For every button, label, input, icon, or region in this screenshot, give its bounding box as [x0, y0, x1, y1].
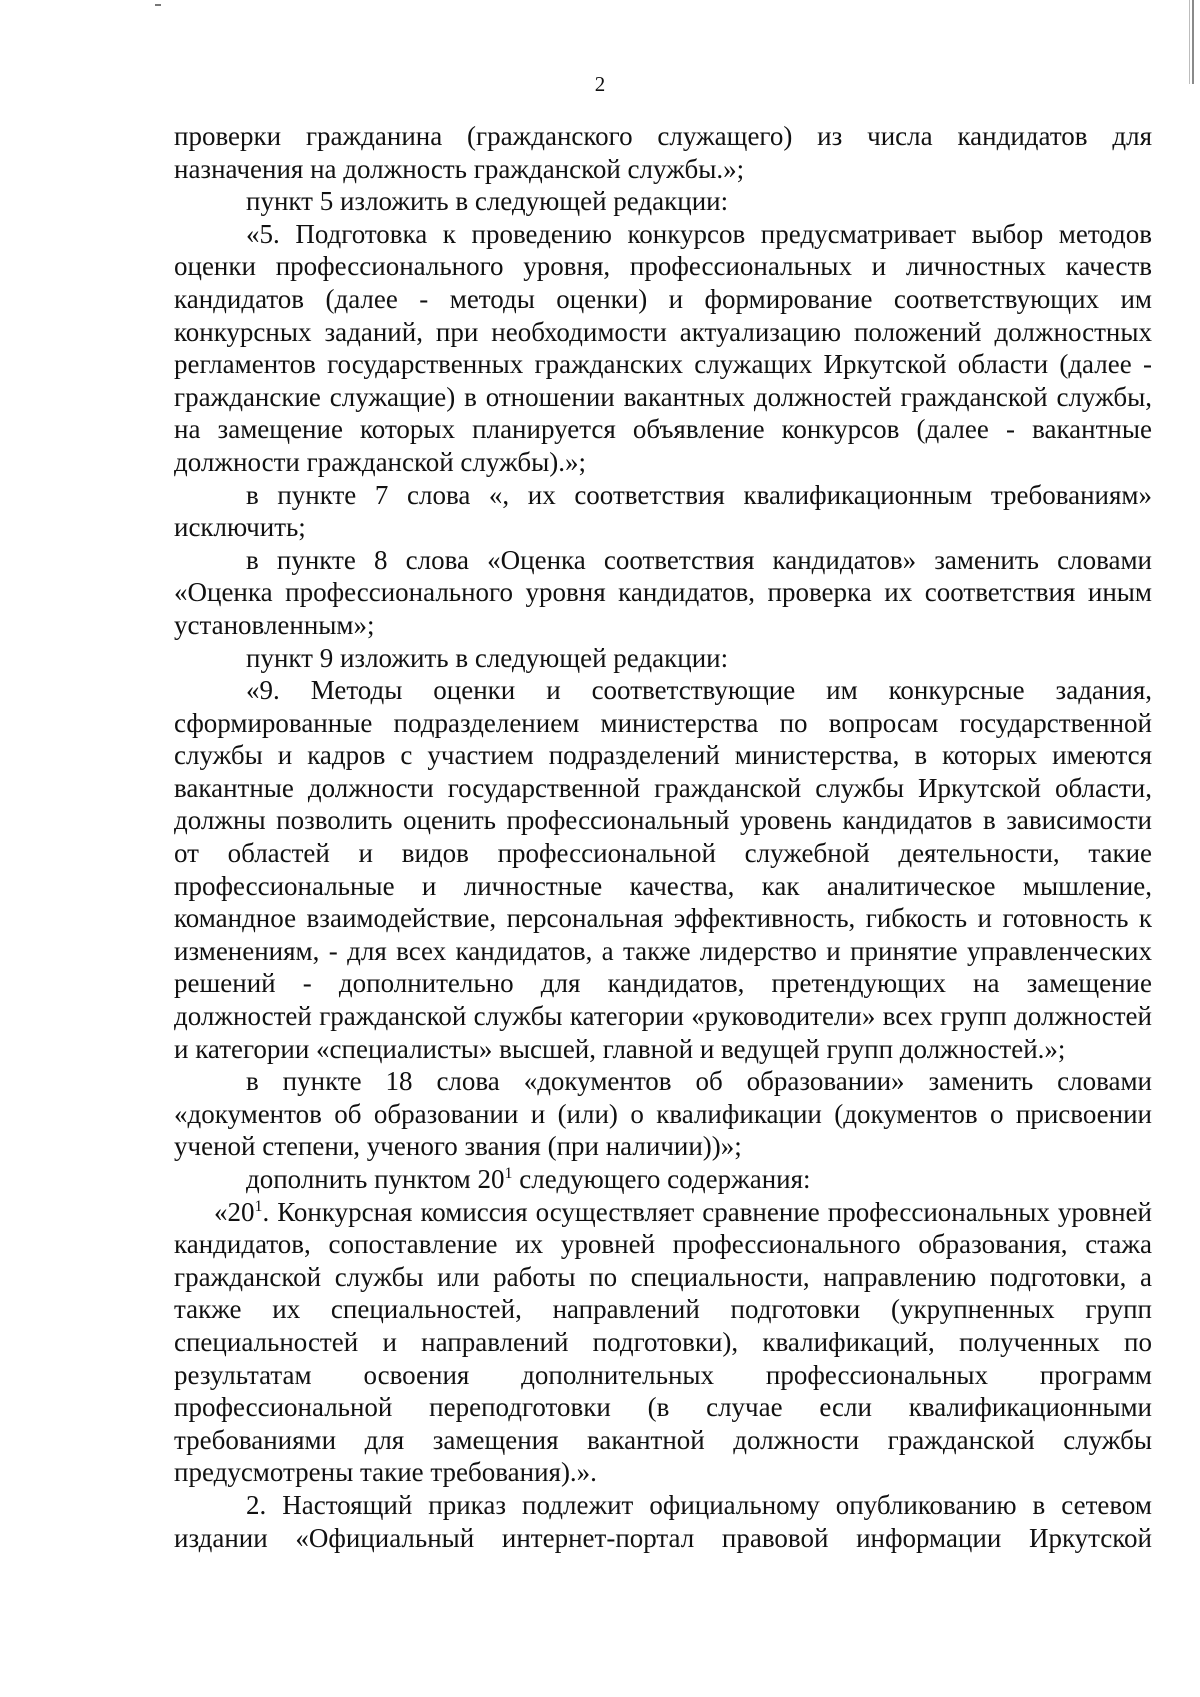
item20-text-before: «20	[214, 1196, 255, 1227]
paragraph-item20-text	[174, 1196, 1152, 1489]
item20-intro-after: следующего содержания:	[512, 1164, 811, 1194]
page-number: 2	[594, 72, 606, 96]
paragraph-continuation: проверки гражданина (гражданского служащего) из числа кандидатов для назначения на должность гражданской службы.»;	[174, 121, 1152, 184]
paragraph-item7: в пункте 7 слова «, их соответствия квалификационным требованиям» исключить;	[174, 479, 1152, 543]
document-body	[174, 120, 1152, 1554]
paragraph-item5-intro: пункт 5 изложить в следующей редакции:	[246, 186, 729, 217]
paragraph-item5-text: «5. Подготовка к проведению конкурсов предусматривает выбор методов оценки профессионального уровня, профессиональных и личностных качеств кандидатов (далее - методы оценки) и формирование соответствующих им конкурсных заданий, при необходимости актуализацию положений должностных регламентов государственных гражданских служащих Иркутской области (далее - гражданские служащие) в отношении вакантных должностей гражданской службы, на замещение которых планируется объявление конкурсов (далее - вакантные должности гражданской службы).»;	[174, 218, 1152, 477]
item20-text-after: . Конкурсная комиссия осуществляет сравнение профессиональных уровней кандидатов, сопоставление их уровней профессионального образования, стажа гражданской службы или работы по специальности, направлению подготовки, а также их специальностей, направлений подготовки (укрупненных групп специальностей и направлений подготовки), квалификаций, полученных по результатам освоения дополнительных профессиональных программ профессиональной переподготовки (в случае если квалификационными требованиями для замещения вакантной должности гражданской службы предусмотрены такие требования).».	[174, 1196, 1152, 1488]
paragraph-item9-text: «9. Методы оценки и соответствующие им конкурсные задания, сформированные подразделением министерства по вопросам государственной службы и кадров с участием подразделений министерства, в которых имеются вакантные должности государственной гражданской службы Иркутской области, должны позволить оценить профессиональный уровень кандидатов в зависимости от областей и видов профессиональной служебной деятельности, такие профессиональные и личностные качества, как аналитическое мышление, командное взаимодействие, персональная эффективность, гибкость и готовность к изменениям, - для всех кандидатов, а также лидерство и принятие управленческих решений - дополнительно для кандидатов, претендующих на замещение должностей гражданской службы категории «руководители» всех групп должностей и категории «специалисты» высшей, главной и ведущей групп должностей.»;	[174, 675, 1152, 1064]
paragraph-item8: в пункте 8 слова «Оценка соответствия кандидатов» заменить словами «Оценка профессионального уровня кандидатов, проверка их соответствия иным установленным»;	[174, 544, 1152, 640]
item20-text-superscript: 1	[254, 1197, 263, 1215]
paragraph-item20-intro	[174, 1163, 1152, 1196]
item20-intro-superscript: 1	[504, 1165, 513, 1182]
paragraph-publication: 2. Настоящий приказ подлежит официальному опубликованию в сетевом издании «Официальный интернет-портал правовой информации Иркутской	[174, 1489, 1152, 1553]
scan-artifact-top	[155, 4, 161, 6]
paragraph-item9-intro: пункт 9 изложить в следующей редакции:	[246, 642, 729, 673]
item20-intro-before: дополнить пунктом 20	[246, 1164, 505, 1194]
paragraph-item18: в пункте 18 слова «документов об образовании» заменить словами «документов об образовании и (или) о квалификации (документов о присвоении ученой степени, ученого звания (при наличии))»;	[174, 1066, 1152, 1162]
